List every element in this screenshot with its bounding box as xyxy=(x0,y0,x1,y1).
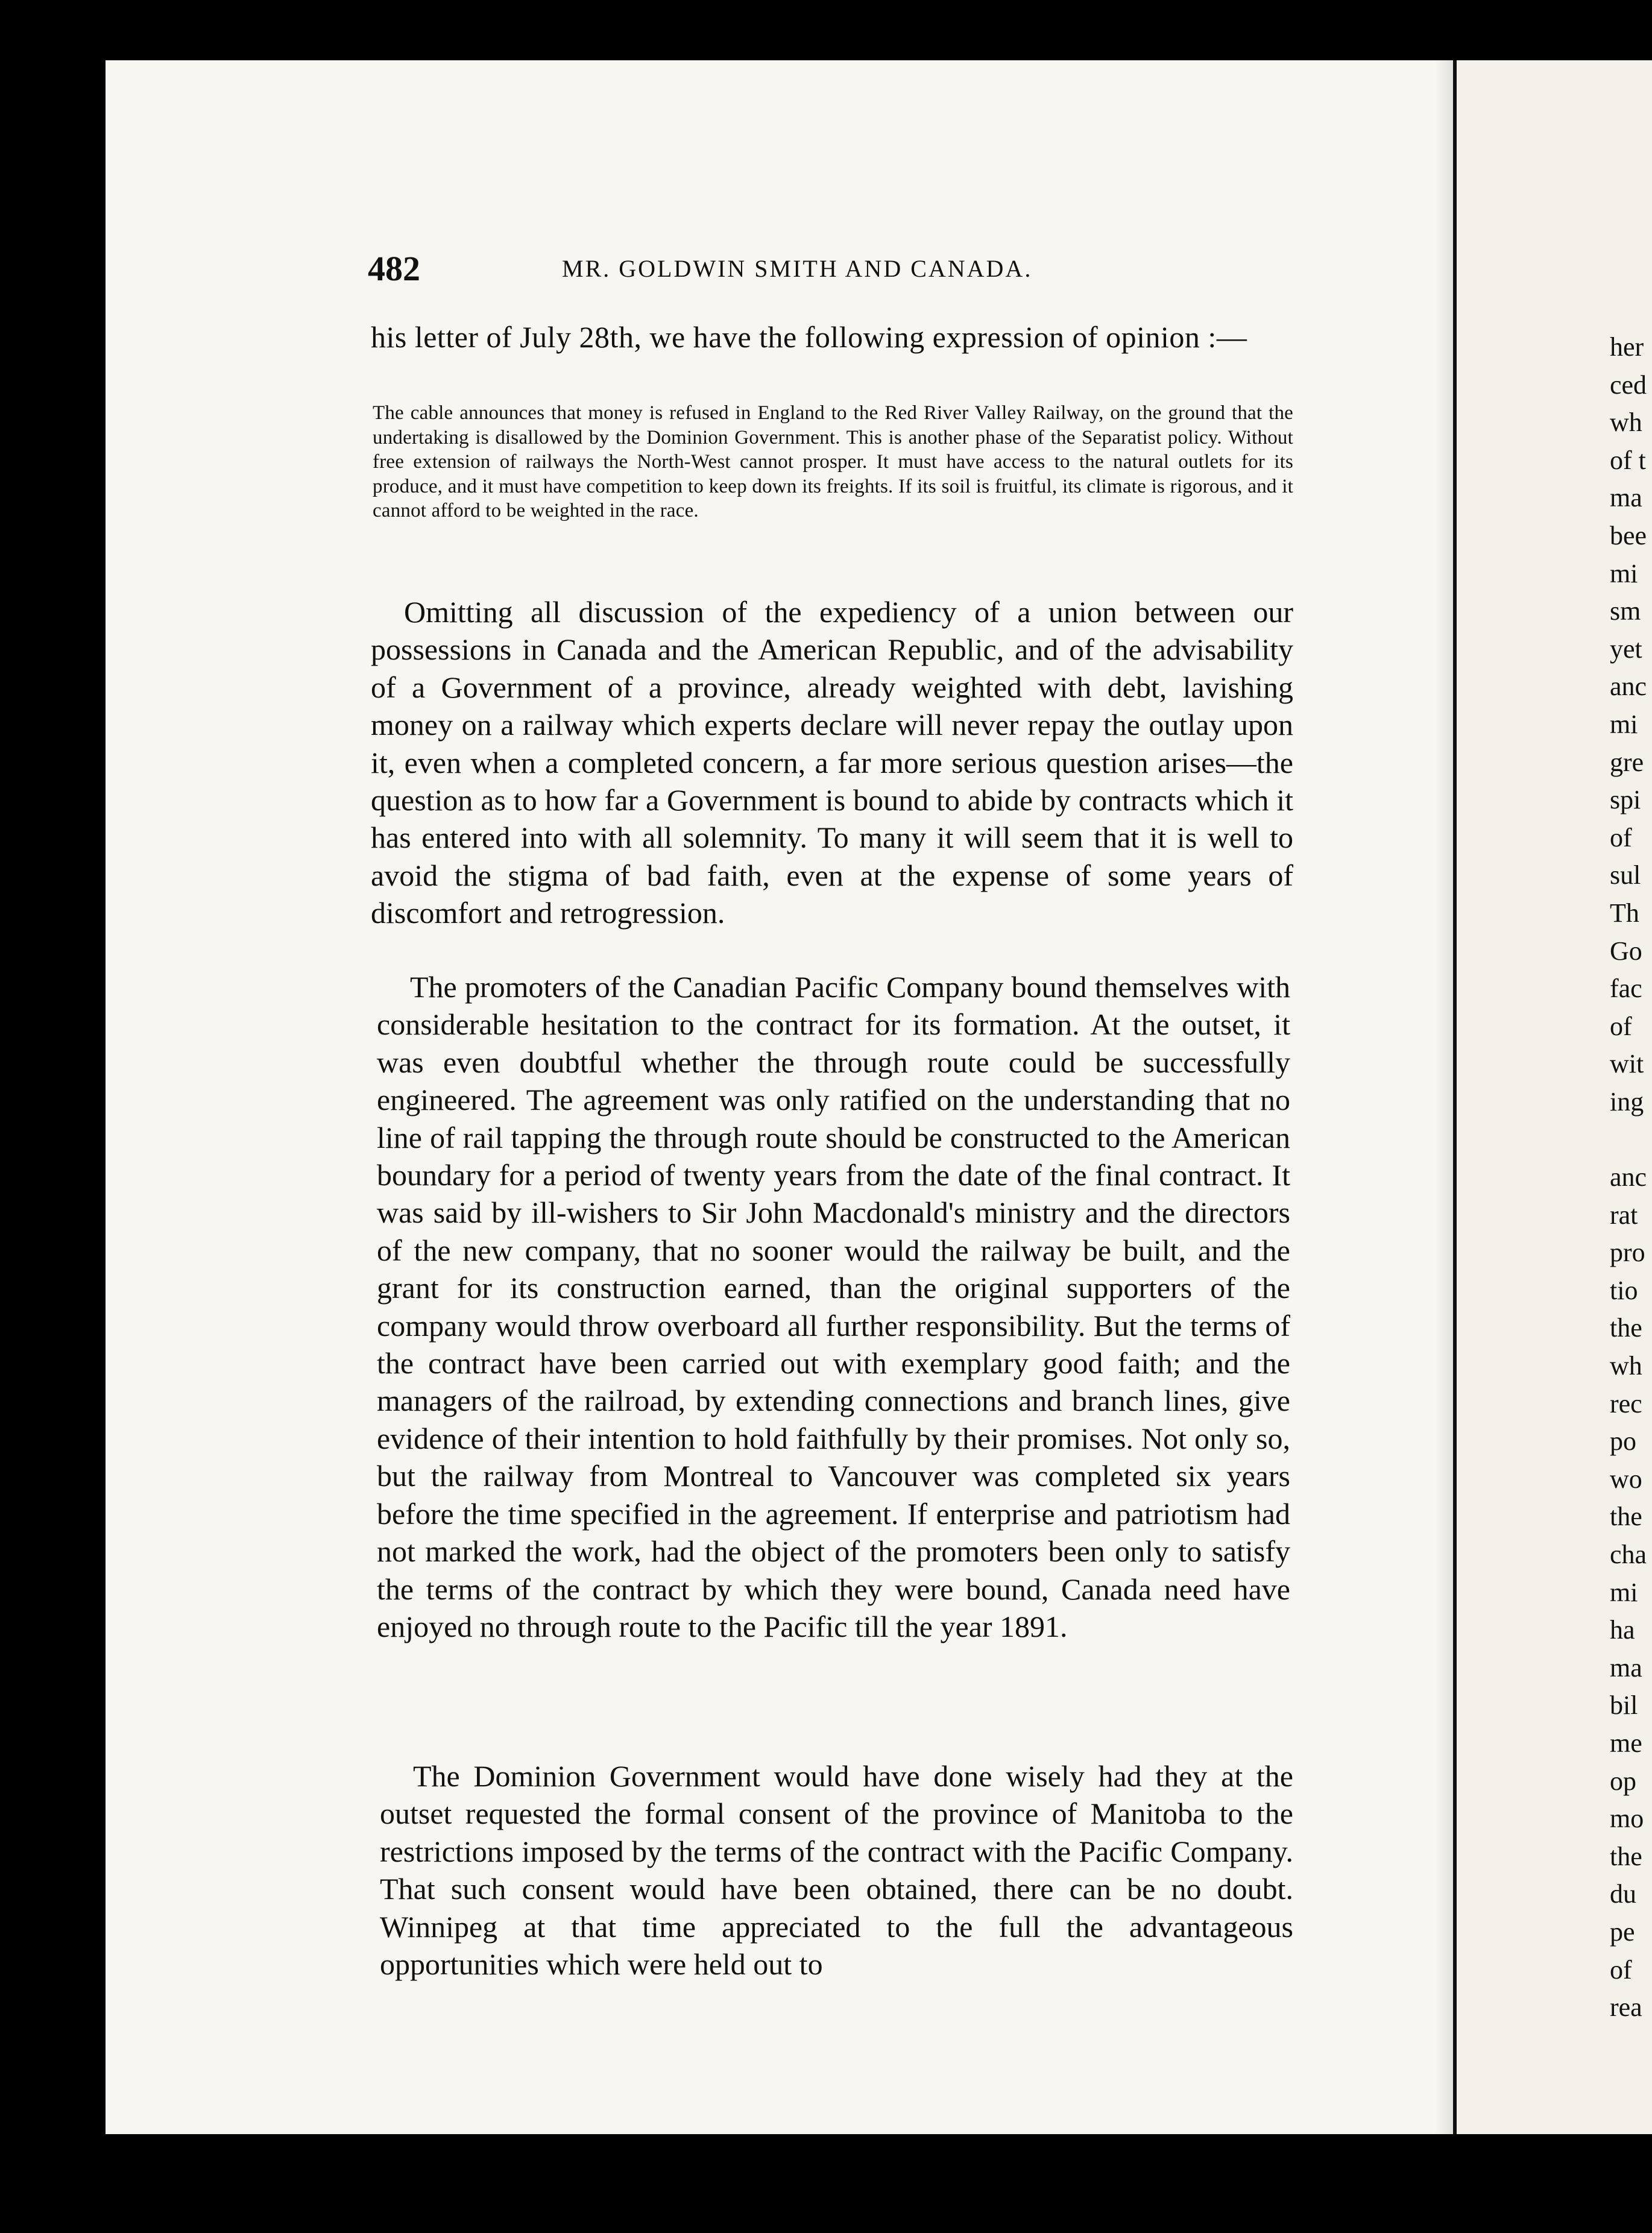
facing-line-fragment: Go xyxy=(1610,936,1642,966)
facing-line-fragment: ing xyxy=(1610,1086,1644,1116)
facing-line-fragment: of xyxy=(1610,1954,1632,1985)
facing-line-fragment: anc xyxy=(1610,672,1647,702)
facing-line-fragment: wh xyxy=(1610,1351,1642,1381)
facing-line-fragment: sul xyxy=(1610,860,1641,890)
paragraph-3: The Dominion Government would have done wisely had they at the outset requested the formal consent of the province of Manitoba to the restrictions imposed by the terms of the contract with the Pacific Company. That such consent would have been obtained, there can be no doubt. Winnipeg at that time appreciated to the full the advantageous opportunities which were held out to xyxy=(380,1759,1293,1982)
facing-line-fragment xyxy=(1610,1121,1652,1159)
facing-line-fragment: pro xyxy=(1610,1238,1645,1268)
facing-line-fragment: gre xyxy=(1610,747,1644,777)
intro-paragraph: his letter of July 28th, we have the following expression of opinion :— xyxy=(371,320,1247,354)
facing-line-fragment: of xyxy=(1610,822,1632,852)
running-title: MR. GOLDWIN SMITH AND CANADA. xyxy=(562,255,1033,282)
facing-line-fragment: the xyxy=(1610,1502,1642,1532)
facing-line-fragment: wh xyxy=(1610,408,1642,438)
facing-line-fragment: op xyxy=(1610,1766,1636,1796)
facing-line-fragment: wit xyxy=(1610,1049,1644,1079)
facing-page-text xyxy=(1610,329,1652,2027)
facing-line-fragment: pe xyxy=(1610,1916,1635,1947)
facing-line-fragment: mi xyxy=(1610,709,1638,739)
facing-line-fragment: mi xyxy=(1610,1577,1638,1607)
facing-line-fragment: ha xyxy=(1610,1615,1635,1645)
facing-line-fragment: sm xyxy=(1610,596,1641,626)
facing-line-fragment: bee xyxy=(1610,520,1647,550)
facing-line-fragment: ma xyxy=(1610,483,1642,513)
facing-line-fragment: yet xyxy=(1610,634,1642,664)
facing-line-fragment: Th xyxy=(1610,898,1639,928)
block-quote: The cable announces that money is refused in England to the Red River Valley Railway, on the ground that the undertaking is disallowed by the Dominion Government. This is another phase of the Separatist policy. Without free extension of railways the North-West cannot prosper. It must have access to the natural outlets for its produce, and it must have competition to keep down its freights. If its soil is fruitful, its climate is rigorous, and it cannot afford to be weighted in the race. xyxy=(373,402,1293,522)
facing-line-fragment: mo xyxy=(1610,1804,1644,1834)
facing-line-fragment: mi xyxy=(1610,558,1638,588)
facing-line-fragment: bil xyxy=(1610,1690,1638,1721)
facing-line-fragment: ma xyxy=(1610,1652,1642,1683)
facing-line-fragment: of t xyxy=(1610,445,1646,475)
facing-line-fragment: of xyxy=(1610,1011,1632,1041)
facing-line-fragment: ced xyxy=(1610,370,1647,400)
facing-line-fragment: anc xyxy=(1610,1162,1647,1192)
facing-line-fragment: du xyxy=(1610,1879,1636,1909)
page-header xyxy=(368,248,1320,291)
facing-line-fragment: me xyxy=(1610,1728,1642,1758)
facing-line-fragment: fac xyxy=(1610,974,1642,1004)
facing-line-fragment: cha xyxy=(1610,1540,1647,1569)
facing-line-fragment: rec xyxy=(1610,1388,1642,1419)
facing-line-fragment: the xyxy=(1610,1841,1642,1871)
facing-line-fragment: rat xyxy=(1610,1200,1638,1230)
facing-line-fragment: the xyxy=(1610,1313,1642,1343)
facing-line-fragment: wo xyxy=(1610,1464,1642,1494)
facing-line-fragment: her xyxy=(1610,332,1644,362)
page-number: 482 xyxy=(368,249,420,288)
facing-line-fragment: spi xyxy=(1610,785,1641,815)
paragraph-1: Omitting all discussion of the expediency of a union between our possessions in Canada and the American Republic, and of the advisability of a Government of a province, already weighted with debt, lavishing money on a railway which experts declare will never repay the outlay upon it, even when a completed concern, a far more serious question arises—the question as to how far a Government is bound to abide by contracts which it has entered into with all solemnity. To many it will seem that it is well to avoid the stigma of bad faith, even at the expense of some years of discomfort and retrogression. xyxy=(371,595,1293,930)
facing-line-fragment: tio xyxy=(1610,1275,1638,1305)
facing-line-fragment: po xyxy=(1610,1426,1636,1457)
paragraph-2: The promoters of the Canadian Pacific Company bound themselves with considerable hesitation to the contract for its formation. At the outset, it was even doubtful whether the through route could be successfully engineered. The agreement was only ratified on the understanding that no line of rail tapping the through route should be constructed to the American boundary for a period of twenty years from the date of the final contract. It was said by ill-wishers to Sir John Macdonald's ministry and the directors of the new company, that no sooner would the railway be built, and the grant for its construction earned, than the original supporters of the company would throw overboard all further responsibility. But the terms of the contract have been carried out with exemplary good faith; and the managers of the railroad, by extending connections and branch lines, give evidence of their intention to hold faithfully by their promises. Not only so, but the railway from Montreal to Vancouver was completed six years before the time specified in the agreement. If enterprise and patriotism had not marked the work, had the object of the promoters been only to satisfy the terms of the contract by which they were bound, Canada need have enjoyed no through route to the Pacific till the year 1891. xyxy=(377,970,1290,1643)
facing-line-fragment: rea xyxy=(1610,1992,1642,2023)
